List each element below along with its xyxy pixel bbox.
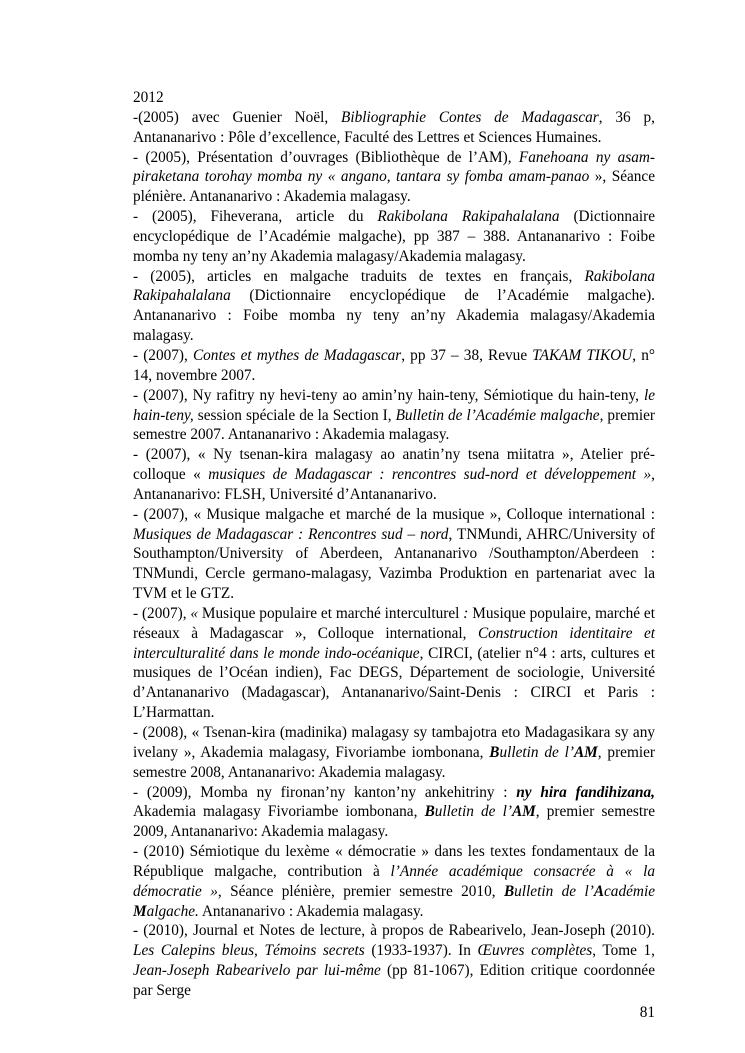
- entry-title: A: [593, 882, 605, 900]
- entry-text: - (2008), « Tsenan-kira (madinika) malagasy sy tambajotra eto Madagasikara sy any ivelany », Akademia malagasy, Fivoriambe iombonana,: [133, 724, 655, 761]
- entry-title: «: [190, 604, 199, 622]
- entry-title: Musiques de Madagascar : Rencontres sud – nord: [133, 525, 449, 543]
- entry-text: , n° 14, novembre 2007.: [133, 346, 655, 384]
- entry-text: - (2007),: [133, 604, 191, 622]
- entry-text: - (2007),: [133, 346, 193, 364]
- bibliography-entry: [133, 445, 655, 505]
- entry-title: cadémie: [604, 882, 655, 900]
- entry-text: - (2005), Fiheverana, article du: [133, 208, 378, 226]
- bibliography-entry: [133, 921, 655, 1000]
- bibliography-entry: [133, 386, 655, 446]
- entry-title: Fanehoana ny asam-piraketana torohay momba ny « angano, tantara sy fomba amam-panao: [133, 148, 655, 186]
- entry-text: 2012: [133, 89, 164, 106]
- bibliography-list: [133, 88, 655, 1001]
- entry-text: - (2010), Journal et Notes de lecture, à propos de Rabearivelo, Jean-Joseph (2010).: [133, 922, 655, 940]
- entry-text: (Dictionnaire encyclopédique de l’Académie malgache), pp 387 – 388. Antananarivo : Foibe momba ny teny an’ny Akademia malagasy/Akademia malagasy.: [133, 208, 655, 265]
- entry-text: (1933-1937). In: [364, 942, 478, 960]
- bibliography-entry: [133, 783, 655, 843]
- bibliography-entry: [133, 346, 655, 386]
- bibliography-entry: [133, 148, 655, 208]
- entry-title: Bibliographie Contes de Madagascar: [341, 108, 599, 126]
- entry-text: , premier semestre 2008, Antananarivo: Akademia malagasy.: [133, 743, 655, 781]
- page-number: 81: [639, 1004, 655, 1021]
- entry-text: (pp 81-1067), Edition critique coordonnée par Serge: [133, 962, 655, 999]
- entry-title: algache.: [146, 902, 199, 920]
- entry-title: Rakibolana Rakipahalalana: [377, 208, 560, 226]
- entry-text: Musique populaire et marché interculturel: [198, 604, 464, 622]
- entry-text: session spéciale de la Section I,: [193, 406, 396, 424]
- bibliography-entry: [133, 604, 655, 723]
- entry-text: Antananarivo : Akademia malagasy.: [198, 902, 424, 920]
- entry-title: Jean-Joseph Rabearivelo par lui-même: [133, 962, 381, 980]
- entry-title: M: [133, 902, 147, 920]
- entry-title: ny hira fandihizana,: [516, 783, 655, 801]
- entry-title: AM: [573, 743, 598, 761]
- entry-title: Construction identitaire et interculturalité dans le monde indo-océanique: [133, 624, 655, 662]
- entry-title: Contes et mythes de Madagascar: [192, 346, 402, 364]
- entry-text: , premier semestre 2009, Antananarivo: Akademia malagasy.: [133, 803, 655, 841]
- entry-title: Les Calepins bleus, Témoins secrets: [133, 942, 365, 960]
- bibliography-entry: [133, 108, 655, 148]
- bibliography-entry: [133, 842, 655, 921]
- entry-title: Œuvres complètes: [477, 942, 593, 960]
- entry-text: , Séance plénière, premier semestre 2010,: [217, 882, 504, 900]
- entry-text: , Tome 1,: [592, 942, 655, 960]
- entry-text: , CIRCI, (atelier n°4 : arts, cultures et musiques de l’Océan indien), Fac DEGS, Département de sociologie, Université d’Antananarivo (Madagascar), Antananarivo/Saint-Denis : CIRCI et Paris : L’Harmattan.: [133, 644, 656, 722]
- bibliography-entry: [133, 267, 655, 346]
- entry-text: , 36 p, Antananarivo : Pôle d’excellence, Faculté des Lettres et Sciences Humaines.: [133, 108, 655, 146]
- bibliography-entry: [133, 723, 655, 783]
- entry-title: le hain-teny,: [133, 386, 655, 424]
- entry-title: AM: [511, 803, 536, 821]
- entry-text: - (2005), articles en malgache traduits de textes en français,: [133, 267, 585, 285]
- entry-text: , pp 37 – 38, Revue: [401, 346, 533, 364]
- entry-text: », Séance plénière. Antananarivo : Akademia malagasy.: [133, 168, 656, 206]
- entry-title: ulletin de l’: [514, 882, 594, 900]
- entry-title: l’Année académique consacrée à « la démocratie »: [133, 862, 656, 900]
- entry-title: B: [489, 743, 500, 761]
- entry-title: ulletin de l’: [499, 743, 574, 761]
- bibliography-entry: [133, 207, 655, 267]
- entry-text: - (2009), Momba ny fironan’ny kanton’ny ankehitriny :: [133, 783, 517, 801]
- entry-text: - (2007), « Ny tsenan-kira malagasy ao anatin’ny tsena miitatra », Atelier pré-colloque «: [133, 446, 655, 484]
- entry-title: B: [503, 882, 515, 900]
- entry-text: Musique populaire, marché et réseaux à Madagascar », Colloque international,: [133, 604, 655, 642]
- entry-text: - (2007), « Musique malgache et marché de la musique », Colloque international :: [133, 505, 655, 523]
- entry-title: :: [463, 604, 469, 622]
- bibliography-entry: [133, 88, 655, 108]
- entry-text: - (2010) Sémiotique du lexème « démocratie » dans les textes fondamentaux de la République malgache, contribution à: [133, 843, 655, 880]
- entry-title: musiques de Madagascar : rencontres sud-nord et développement »: [208, 466, 652, 484]
- entry-text: , Antananarivo: FLSH, Université d’Antananarivo.: [133, 466, 655, 503]
- entry-text: Akademia malagasy Fivoriambe iombonana,: [133, 803, 425, 821]
- entry-text: - (2007), Ny rafitry ny hevi-teny ao amin’ny hain-teny, Sémiotique du hain-teny,: [133, 386, 644, 404]
- bibliography-entry: [133, 505, 655, 604]
- entry-text: - (2005), Présentation d’ouvrages (Bibliothèque de l’AM),: [133, 148, 519, 166]
- entry-title: Rakibolana Rakipahalalana: [133, 267, 655, 305]
- entry-text: (Dictionnaire encyclopédique de l’Académie malgache). Antananarivo : Foibe momba ny teny an’ny Akademia malagasy/Akademia malagasy.: [133, 287, 655, 345]
- entry-title: TAKAM TIKOU: [532, 346, 633, 364]
- entry-text: , TNMundi, AHRC/University of Southampton/University of Aberdeen, Antananarivo /Southampton/Aberdeen : TNMundi, Cercle germano-malagasy, Vazimba Produktion en partenariat avec la TVM et le GTZ.: [133, 525, 655, 603]
- entry-title: B: [424, 803, 435, 821]
- entry-text: -(2005) avec Guenier Noël,: [133, 108, 342, 126]
- entry-title: Bulletin de l’Académie malgache: [395, 406, 600, 424]
- entry-text: , premier semestre 2007. Antananarivo : Akademia malagasy.: [133, 406, 655, 444]
- entry-title: ulletin de l’: [434, 803, 512, 821]
